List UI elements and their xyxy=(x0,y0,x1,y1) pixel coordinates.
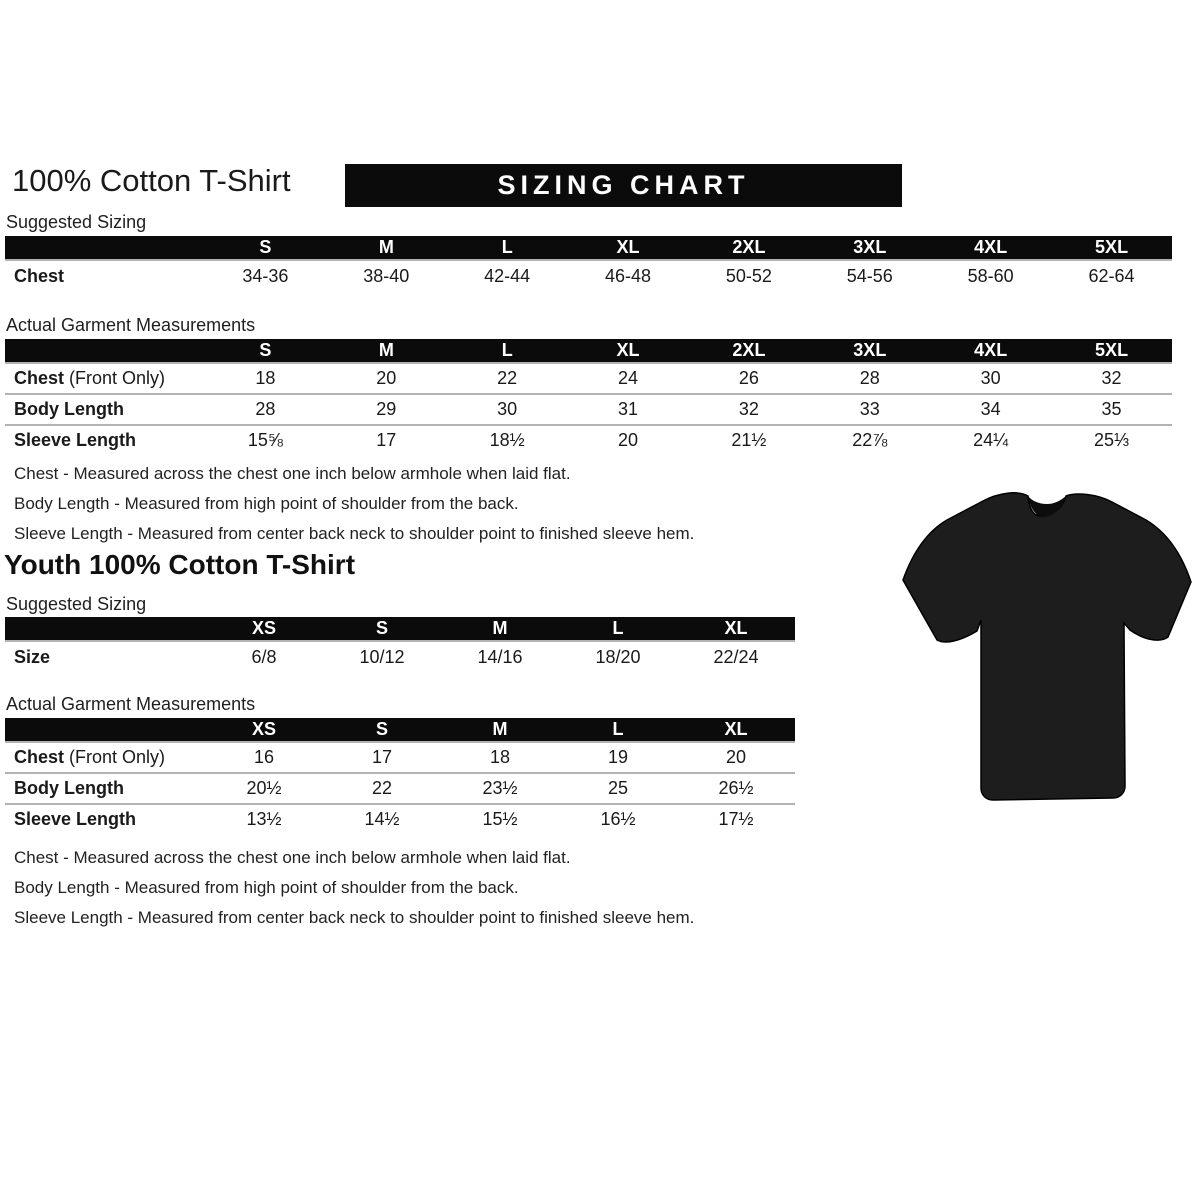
cell: 62-64 xyxy=(1088,265,1135,286)
youth-section-title: Youth 100% Cotton T-Shirt xyxy=(4,549,356,580)
note-sleeve-length: Sleeve Length - Measured from center back neck to shoulder point to finished sleeve hem. xyxy=(14,524,695,543)
table-row-size xyxy=(5,640,795,672)
cell: 6/8 xyxy=(251,646,277,667)
cell: 18 xyxy=(489,747,511,767)
cell: 28 xyxy=(859,368,880,388)
cell: 29 xyxy=(376,399,397,419)
cell: 22/24 xyxy=(713,646,759,667)
col-header: L xyxy=(501,340,513,360)
table-row-sleeve-length xyxy=(5,424,1172,455)
cell: 34-36 xyxy=(242,265,289,286)
cell: 22 xyxy=(497,368,518,388)
cell: 17 xyxy=(376,430,397,450)
cell: 20 xyxy=(618,430,639,450)
cell: 15½ xyxy=(482,809,518,829)
cell: 26 xyxy=(738,368,759,388)
col-header: S xyxy=(259,237,272,257)
row-label-suffix: (Front Only) xyxy=(64,747,166,767)
cell: 25 xyxy=(607,778,629,798)
header-spacer xyxy=(5,236,205,259)
cell: 58-60 xyxy=(967,265,1014,286)
col-header: 2XL xyxy=(732,237,766,257)
cell: 28 xyxy=(255,399,276,419)
row-label-main: Chest xyxy=(14,747,65,767)
note-chest: Chest - Measured across the chest one inch below armhole when laid flat. xyxy=(14,464,571,483)
table-row-sleeve-length xyxy=(5,803,795,834)
col-header: 4XL xyxy=(974,340,1008,360)
col-header: XS xyxy=(251,719,276,739)
cell: 33 xyxy=(859,399,880,419)
adult-suggested-header-row xyxy=(5,236,1172,259)
col-header: S xyxy=(375,719,388,739)
cell: 24 xyxy=(618,368,639,388)
cell: 16 xyxy=(253,747,275,767)
tshirt-product-image xyxy=(880,470,1200,820)
row-label: Chest xyxy=(14,265,65,286)
cell: 15⅝ xyxy=(247,430,283,450)
adult-suggested-sizing-label: Suggested Sizing xyxy=(6,212,147,232)
cell: 42-44 xyxy=(484,265,531,286)
cell: 10/12 xyxy=(359,646,405,667)
cell: 24¼ xyxy=(973,430,1009,450)
cell: 17 xyxy=(371,747,393,767)
col-header: XL xyxy=(616,237,640,257)
cell: 20½ xyxy=(246,778,282,798)
cell: 23½ xyxy=(482,778,518,798)
col-header: M xyxy=(492,719,508,739)
table-row-chest-front-only xyxy=(5,362,1172,393)
table-row-chest xyxy=(5,259,1172,291)
col-header: L xyxy=(501,237,513,257)
col-header: 3XL xyxy=(853,237,887,257)
cell: 50-52 xyxy=(725,265,772,286)
adult-actual-header-row xyxy=(5,339,1172,362)
row-label: Body Length xyxy=(14,778,124,798)
youth-suggested-sizing-label: Suggested Sizing xyxy=(6,594,147,614)
table-row-body-length xyxy=(5,772,795,803)
cell: 19 xyxy=(607,747,629,767)
cell: 14/16 xyxy=(477,646,523,667)
col-header: M xyxy=(492,618,508,638)
row-label-main: Chest xyxy=(14,368,65,388)
cell: 46-48 xyxy=(605,265,652,286)
cell: 38-40 xyxy=(363,265,410,286)
row-label: Sleeve Length xyxy=(14,430,137,450)
adult-measurement-notes xyxy=(14,459,694,549)
page-title: 100% Cotton T-Shirt xyxy=(12,163,291,198)
row-label: Body Length xyxy=(14,399,124,419)
col-header: XS xyxy=(251,618,276,638)
cell: 18 xyxy=(255,368,276,388)
header-spacer xyxy=(5,617,205,640)
youth-actual-header-row xyxy=(5,718,795,741)
col-header: XL xyxy=(616,340,640,360)
cell: 17½ xyxy=(718,809,754,829)
cell: 16½ xyxy=(600,809,636,829)
youth-actual-measurements-table xyxy=(5,718,795,834)
cell: 34 xyxy=(980,399,1001,419)
youth-measurement-notes xyxy=(14,843,694,933)
col-header: S xyxy=(375,618,388,638)
col-header: 5XL xyxy=(1095,340,1129,360)
col-header: 3XL xyxy=(853,340,887,360)
table-row-body-length xyxy=(5,393,1172,424)
cell: 32 xyxy=(1101,368,1122,388)
cell: 18/20 xyxy=(595,646,641,667)
header-spacer xyxy=(5,339,205,362)
youth-actual-measurements-label: Actual Garment Measurements xyxy=(6,694,256,714)
youth-suggested-header-row xyxy=(5,617,795,640)
col-header: L xyxy=(612,719,624,739)
cell: 25⅓ xyxy=(1094,430,1130,450)
row-label xyxy=(5,368,205,389)
cell: 20 xyxy=(376,368,397,388)
header-spacer xyxy=(5,718,205,741)
table-row-chest-front-only xyxy=(5,741,795,772)
row-label: Size xyxy=(14,646,51,667)
row-label: Sleeve Length xyxy=(14,809,137,829)
col-header: L xyxy=(612,618,624,638)
note-body-length: Body Length - Measured from high point of shoulder from the back. xyxy=(14,494,519,513)
note-chest: Chest - Measured across the chest one inch below armhole when laid flat. xyxy=(14,848,571,867)
col-header: 2XL xyxy=(732,340,766,360)
cell: 13½ xyxy=(246,809,282,829)
youth-suggested-sizing-table xyxy=(5,617,795,672)
cell: 26½ xyxy=(718,778,754,798)
col-header: 5XL xyxy=(1095,237,1129,257)
sizing-chart-banner: SIZING CHART xyxy=(345,164,902,207)
col-header: M xyxy=(378,340,394,360)
col-header: XL xyxy=(724,719,748,739)
cell: 20 xyxy=(725,747,747,767)
note-sleeve-length: Sleeve Length - Measured from center back neck to shoulder point to finished sleeve hem. xyxy=(14,908,695,927)
cell: 18½ xyxy=(489,430,525,450)
note-body-length: Body Length - Measured from high point of shoulder from the back. xyxy=(14,878,519,897)
cell: 32 xyxy=(738,399,759,419)
cell: 30 xyxy=(980,368,1001,388)
adult-suggested-sizing-table xyxy=(5,236,1172,291)
cell: 21½ xyxy=(731,430,767,450)
col-header: S xyxy=(259,340,272,360)
black-tshirt-graphic xyxy=(880,470,1200,820)
col-header: XL xyxy=(724,618,748,638)
col-header: M xyxy=(378,237,394,257)
row-label xyxy=(5,747,205,768)
cell: 22⅞ xyxy=(852,430,888,450)
cell: 35 xyxy=(1101,399,1122,419)
cell: 31 xyxy=(618,399,639,419)
adult-actual-measurements-label: Actual Garment Measurements xyxy=(6,315,256,335)
cell: 54-56 xyxy=(846,265,893,286)
cell: 22 xyxy=(371,778,393,798)
adult-actual-measurements-table xyxy=(5,339,1172,455)
cell: 14½ xyxy=(364,809,400,829)
cell: 30 xyxy=(497,399,518,419)
row-label-suffix: (Front Only) xyxy=(64,368,166,388)
col-header: 4XL xyxy=(974,237,1008,257)
